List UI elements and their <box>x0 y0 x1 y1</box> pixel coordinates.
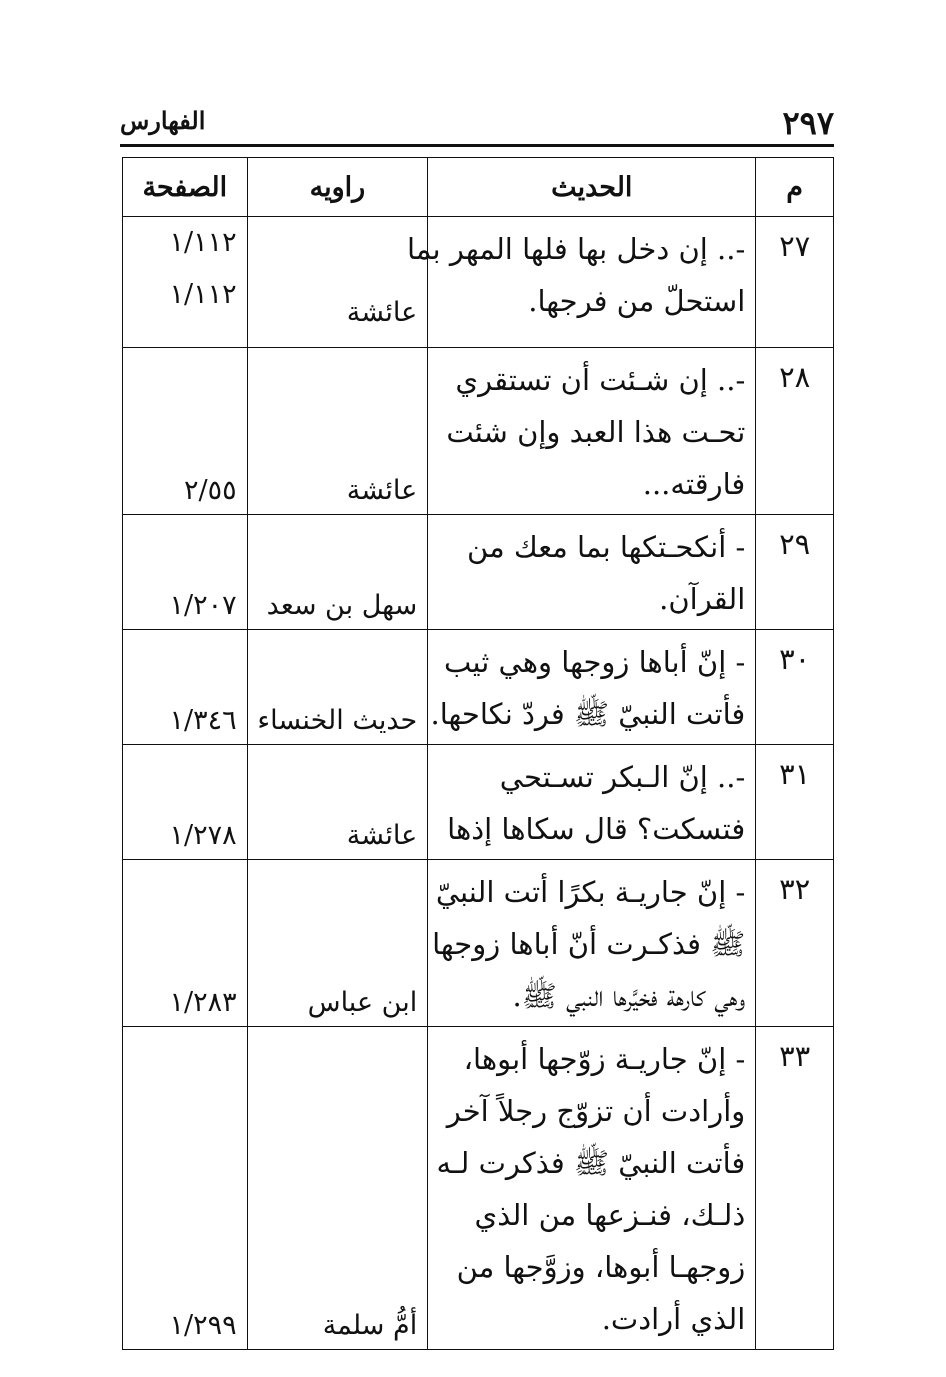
row-number: ٣٣ <box>756 1027 834 1350</box>
hadith-line: -.. إن دخل بها فلها المهر بما <box>406 232 746 266</box>
hadith-index-table <box>122 157 834 1350</box>
row-number: ٢٧ <box>756 217 834 348</box>
narrator: أمُّ سلمة <box>247 1027 428 1350</box>
table-row <box>123 1027 834 1350</box>
table-row <box>123 348 834 515</box>
hadith-line: -.. إنّ الـبكر تسـتحي <box>499 760 746 794</box>
page-ref: ١/٣٤٦ <box>123 630 248 745</box>
column-header-narrator: راويه <box>247 158 428 217</box>
hadith-line: فأتت النبيّ ﷺ فردّ نكاحها. <box>430 697 746 731</box>
hadith-line: ذلـك، فنـزعها من الذي <box>474 1198 746 1232</box>
hadith-line: الذي أرادت. <box>601 1302 746 1336</box>
hadith-text <box>406 217 756 348</box>
narrator-line: عائشة <box>346 297 418 328</box>
hadith-text <box>428 745 756 860</box>
hadith-line: - إنّ جاريـة بكرًا أتت النبيّ <box>435 875 746 909</box>
hadith-line: ﷺ فذكـرت أنّ أباها زوجها <box>432 927 746 961</box>
header-rule <box>120 144 834 147</box>
hadith-line: -.. إن شـئت أن تستقري <box>455 363 746 397</box>
page-ref: ١/٢٠٧ <box>123 515 248 630</box>
table-row <box>123 745 834 860</box>
hadith-text <box>428 348 756 515</box>
table-row <box>123 630 834 745</box>
hadith-line: تحـت هذا العبد وإن شئت <box>446 415 746 449</box>
page-ref-line: ١/١١٢ <box>169 227 237 258</box>
page-number: ٢٩٧ <box>782 104 834 142</box>
hadith-text <box>428 515 756 630</box>
table-row <box>123 860 834 1027</box>
hadith-line: زوجهـا أبوها، وزوَّجها من <box>456 1250 746 1284</box>
column-header-hadith: الحديث <box>428 158 756 217</box>
hadith-line: استحلّ من فرجها. <box>528 284 746 318</box>
hadith-line: فتسكت؟ قال سكاها إذها <box>447 812 746 846</box>
hadith-text <box>428 1027 756 1350</box>
page-ref: ١/٢٨٣ <box>123 860 248 1027</box>
page-ref <box>123 217 248 348</box>
narrator: عائشة <box>247 745 428 860</box>
table-row <box>123 515 834 630</box>
hadith-line: القرآن. <box>659 582 746 616</box>
narrator: حديث الخنساء <box>247 630 428 745</box>
page-ref: ١/٢٧٨ <box>123 745 248 860</box>
table-header-row <box>123 158 834 217</box>
narrator <box>247 217 428 348</box>
hadith-line: وأرادت أن تزوّج رجلاً آخر <box>446 1094 746 1128</box>
hadith-text <box>428 860 756 1027</box>
hadith-line: فارقته... <box>642 467 746 501</box>
hadith-line: فأتت النبيّ ﷺ فذكرت لـه <box>436 1146 746 1180</box>
column-header-page: الصفحة <box>123 158 248 217</box>
hadith-line: - إنّ جاريـة زوّجها أبوها، <box>463 1042 746 1076</box>
row-number: ٣٠ <box>756 630 834 745</box>
hadith-line: - إنّ أباها زوجها وهي ثيب <box>444 645 746 679</box>
narrator: ابن عباس <box>247 860 428 1027</box>
page-ref: ٢/٥٥ <box>123 348 248 515</box>
hadith-line: - أنكحـتكها بما معك من <box>467 530 746 564</box>
row-number: ٢٨ <box>756 348 834 515</box>
page-ref-line: ١/١١٢ <box>169 279 237 310</box>
narrator: سهل بن سعد <box>247 515 428 630</box>
row-number: ٣٢ <box>756 860 834 1027</box>
table-row <box>123 217 834 348</box>
page-header <box>120 100 834 144</box>
hadith-text <box>428 630 756 745</box>
page-ref: ١/٢٩٩ <box>123 1027 248 1350</box>
row-number: ٢٩ <box>756 515 834 630</box>
hadith-line: وهي كارهة فخيَّرها النبي ﷺ. <box>512 979 746 1013</box>
row-number: ٣١ <box>756 745 834 860</box>
section-title: الفهارس <box>120 106 206 135</box>
column-header-num: م <box>756 158 834 217</box>
narrator: عائشة <box>247 348 428 515</box>
